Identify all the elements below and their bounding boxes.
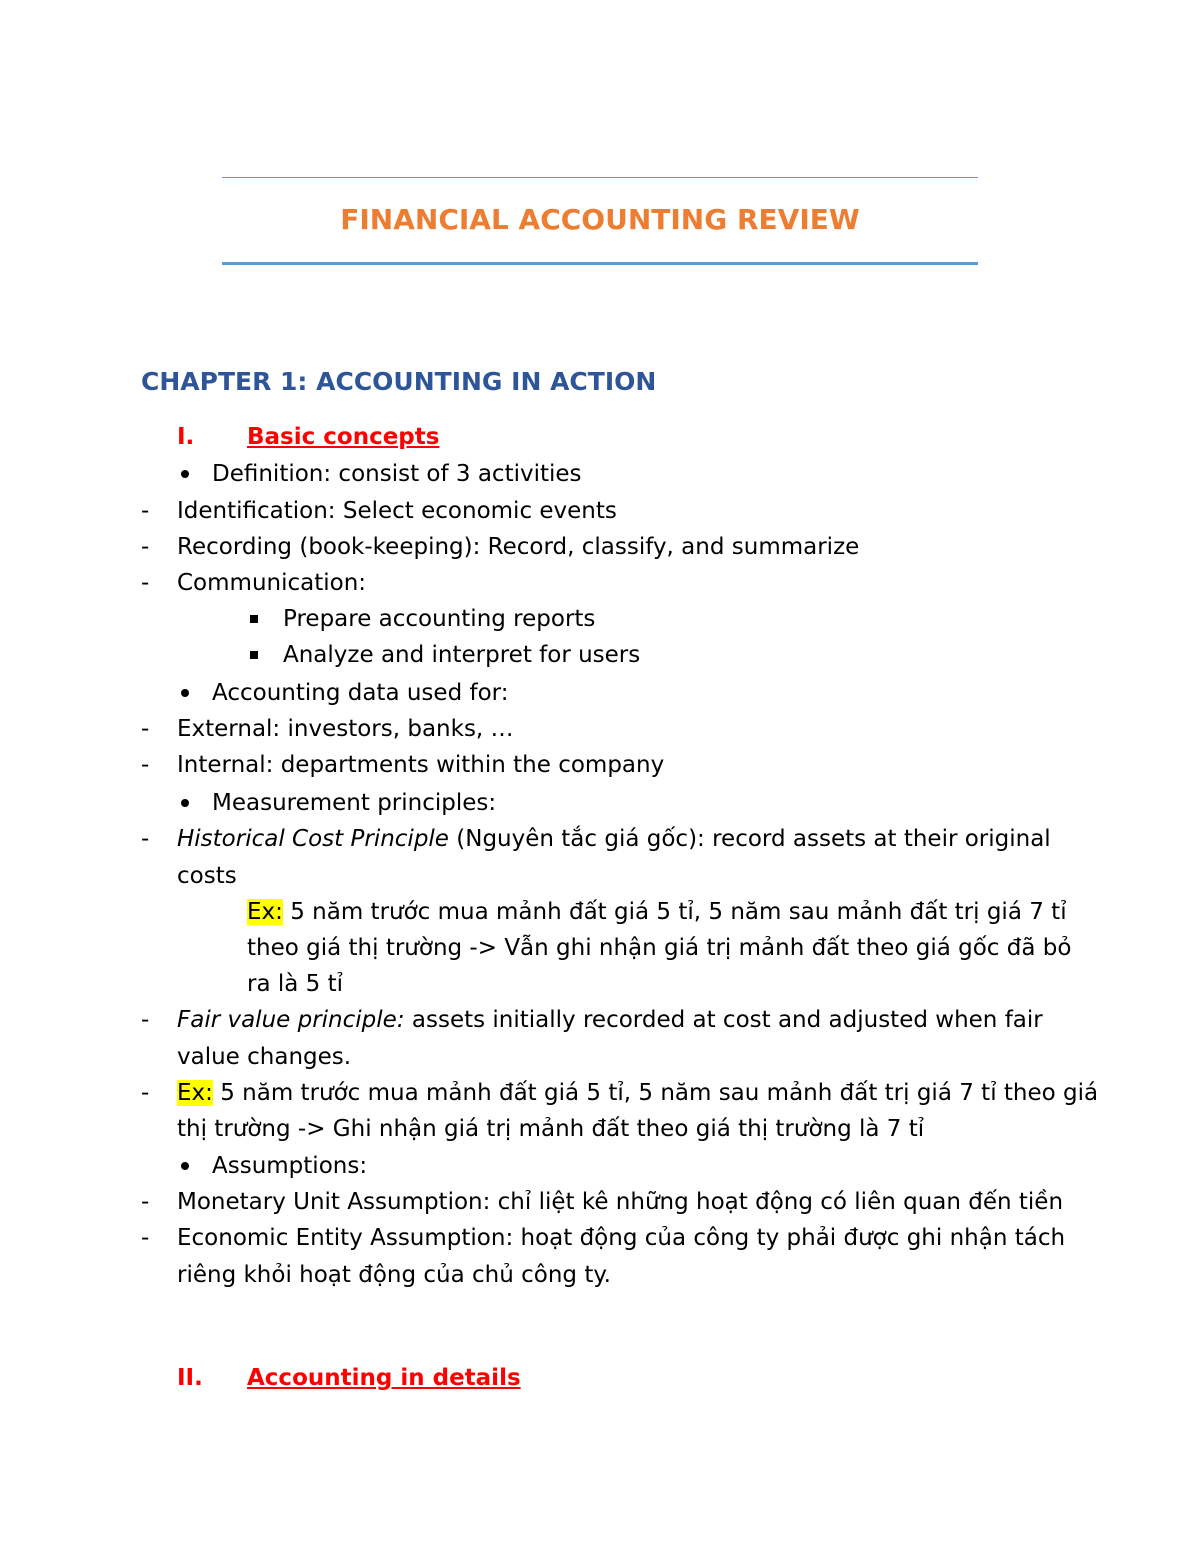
line-monetary-unit: Monetary Unit Assumption: chỉ liệt kê những hoạt động có liên quan đến tiền <box>177 1189 1064 1215</box>
bullet-dot-icon <box>181 799 189 807</box>
line-economic-entity: Economic Entity Assumption: hoạt động của công ty phải được ghi nhận tách <box>177 1225 1066 1251</box>
historical-cost-text: (Nguyên tắc giá gốc): record assets at their original <box>448 826 1051 852</box>
bullet-dot-icon <box>181 689 189 697</box>
line-identification: Identification: Select economic events <box>177 498 617 524</box>
example-2-text: 5 năm trước mua mảnh đất giá 5 tỉ, 5 năm sau mảnh đất trị giá 7 tỉ theo giá <box>212 1080 1099 1106</box>
title-rule-top <box>222 177 978 178</box>
example-1-line-2: theo giá thị trường -> Vẫn ghi nhận giá trị mảnh đất theo giá gốc đã bỏ <box>247 935 1072 961</box>
example-2-line-1 <box>177 1075 1098 1111</box>
section-number: II. <box>177 1365 203 1391</box>
bullet-definition: Definition: consist of 3 activities <box>212 461 582 487</box>
dash-marker: - <box>141 826 150 852</box>
example-1-text: 5 năm trước mua mảnh đất giá 5 tỉ, 5 năm sau mảnh đất trị giá 7 tỉ <box>282 899 1067 925</box>
section-title: Basic concepts <box>247 424 440 450</box>
dash-marker: - <box>141 570 150 596</box>
document-title: FINANCIAL ACCOUNTING REVIEW <box>340 203 860 236</box>
subitem-analyze: Analyze and interpret for users <box>283 642 641 668</box>
dash-marker: - <box>141 752 150 778</box>
example-1-line-1 <box>247 894 1067 930</box>
bullet-data-used: Accounting data used for: <box>212 680 509 706</box>
line-recording: Recording (book-keeping): Record, classify, and summarize <box>177 534 860 560</box>
subitem-prepare: Prepare accounting reports <box>283 606 596 632</box>
dash-marker: - <box>141 1225 150 1251</box>
title-rule-bottom <box>222 262 978 265</box>
bullet-assumptions: Assumptions: <box>212 1153 368 1179</box>
dash-marker: - <box>141 534 150 560</box>
section-title: Accounting in details <box>247 1365 521 1391</box>
square-bullet-icon <box>250 651 258 659</box>
line-internal: Internal: departments within the company <box>177 752 665 778</box>
historical-cost-label: Historical Cost Principle <box>177 826 449 852</box>
line-communication: Communication: <box>177 570 367 596</box>
example-label: Ex: <box>177 1080 213 1106</box>
dash-marker: - <box>141 1007 150 1033</box>
bullet-dot-icon <box>181 470 189 478</box>
example-2-line-2: thị trường -> Ghi nhận giá trị mảnh đất theo giá thị trường là 7 tỉ <box>177 1116 925 1142</box>
chapter-heading: CHAPTER 1: ACCOUNTING IN ACTION <box>141 367 657 396</box>
square-bullet-icon <box>250 615 258 623</box>
dash-marker: - <box>141 716 150 742</box>
line-fair-value <box>177 1002 1043 1038</box>
line-economic-entity-cont: riêng khỏi hoạt động của chủ công ty. <box>177 1262 611 1288</box>
bullet-dot-icon <box>181 1162 189 1170</box>
bullet-measurement: Measurement principles: <box>212 790 497 816</box>
dash-marker: - <box>141 498 150 524</box>
line-fair-value-cont: value changes. <box>177 1044 352 1070</box>
dash-marker: - <box>141 1189 150 1215</box>
line-historical-cont: costs <box>177 863 237 889</box>
fair-value-text: assets initially recorded at cost and adjusted when fair <box>404 1007 1043 1033</box>
fair-value-label: Fair value principle: <box>177 1007 405 1033</box>
line-historical-cost <box>177 821 1051 857</box>
section-number: I. <box>177 424 195 450</box>
example-label: Ex: <box>247 899 283 925</box>
line-external: External: investors, banks, … <box>177 716 514 742</box>
example-1-line-3: ra là 5 tỉ <box>247 971 344 997</box>
dash-marker: - <box>141 1080 150 1106</box>
